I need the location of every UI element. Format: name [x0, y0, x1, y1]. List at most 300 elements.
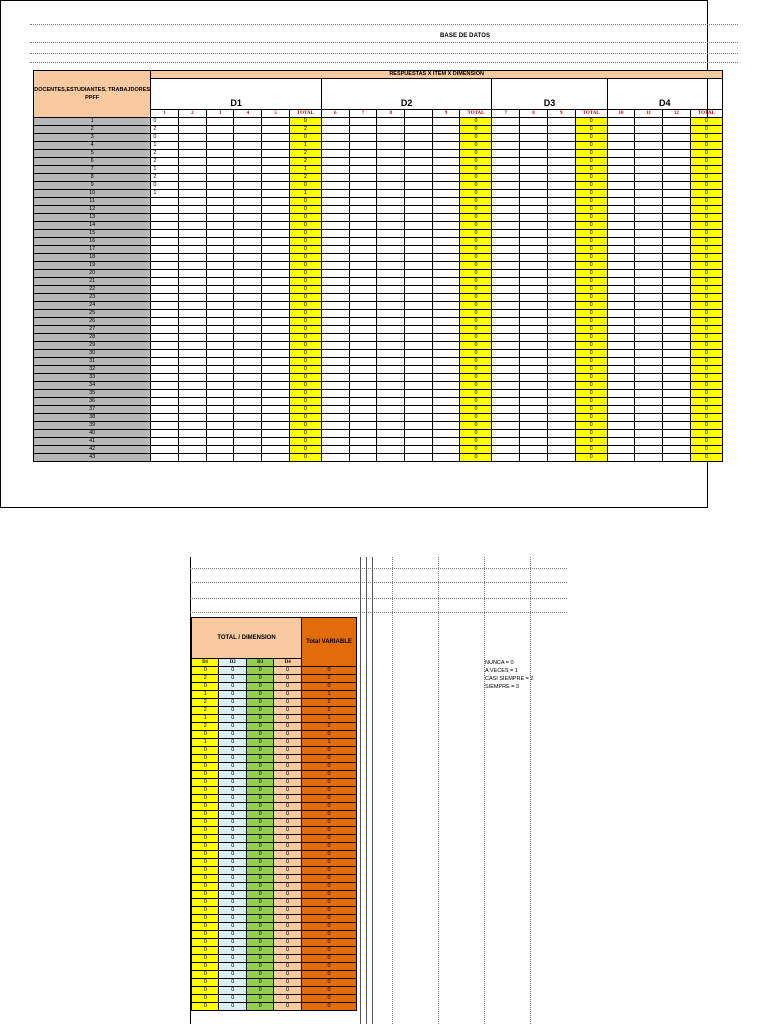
cell[interactable] — [547, 246, 575, 254]
total-cell[interactable]: 0 — [575, 118, 607, 126]
total-cell[interactable]: 0 — [460, 270, 492, 278]
cell[interactable] — [547, 382, 575, 390]
cell[interactable] — [179, 118, 207, 126]
cell[interactable] — [349, 414, 377, 422]
cell[interactable] — [635, 350, 663, 358]
total-cell[interactable]: 0 — [460, 454, 492, 462]
item-number[interactable]: 1 — [151, 110, 179, 118]
cell[interactable] — [206, 206, 234, 214]
cell[interactable] — [432, 382, 460, 390]
cell[interactable] — [405, 406, 433, 414]
cell[interactable] — [321, 310, 349, 318]
cell[interactable] — [405, 254, 433, 262]
total-variable-cell[interactable]: 2 — [301, 707, 356, 715]
cell[interactable] — [151, 382, 179, 390]
d2-cell[interactable]: 0 — [219, 819, 246, 827]
row-index[interactable]: 31 — [34, 358, 151, 366]
cell[interactable] — [492, 126, 520, 134]
cell[interactable] — [206, 118, 234, 126]
cell[interactable] — [179, 198, 207, 206]
total-variable-cell[interactable]: 0 — [301, 1003, 356, 1011]
total-cell[interactable]: 0 — [289, 286, 321, 294]
cell[interactable]: 1 — [151, 190, 179, 198]
d2-cell[interactable]: 0 — [219, 931, 246, 939]
cell[interactable] — [607, 414, 635, 422]
cell[interactable] — [321, 214, 349, 222]
d2-cell[interactable]: 0 — [219, 1003, 246, 1011]
cell[interactable] — [405, 270, 433, 278]
total-variable-cell[interactable]: 0 — [301, 867, 356, 875]
cell[interactable] — [432, 142, 460, 150]
d2-cell[interactable]: 0 — [219, 723, 246, 731]
total-cell[interactable]: 0 — [690, 118, 722, 126]
total-cell[interactable]: 0 — [460, 350, 492, 358]
cell[interactable] — [663, 198, 691, 206]
total-variable-cell[interactable]: 0 — [301, 923, 356, 931]
total-variable-cell[interactable]: 0 — [301, 987, 356, 995]
cell[interactable] — [377, 214, 405, 222]
cell[interactable] — [179, 414, 207, 422]
cell[interactable] — [663, 438, 691, 446]
cell[interactable] — [520, 246, 548, 254]
cell[interactable] — [520, 422, 548, 430]
cell[interactable] — [607, 214, 635, 222]
cell[interactable] — [663, 366, 691, 374]
cell[interactable] — [377, 350, 405, 358]
cell[interactable] — [349, 214, 377, 222]
cell[interactable] — [262, 310, 290, 318]
total-cell[interactable]: 0 — [289, 342, 321, 350]
cell[interactable] — [520, 398, 548, 406]
cell[interactable] — [377, 222, 405, 230]
cell[interactable] — [663, 182, 691, 190]
cell[interactable] — [405, 286, 433, 294]
total-cell[interactable]: 0 — [690, 414, 722, 422]
cell[interactable] — [607, 398, 635, 406]
d1-cell[interactable]: 0 — [192, 787, 219, 795]
total-cell[interactable]: 0 — [289, 198, 321, 206]
d2-cell[interactable]: 0 — [219, 963, 246, 971]
cell[interactable] — [607, 334, 635, 342]
item-number[interactable]: 8 — [377, 110, 405, 118]
cell[interactable] — [349, 126, 377, 134]
cell[interactable] — [377, 134, 405, 142]
row-index[interactable]: 28 — [34, 334, 151, 342]
cell[interactable] — [547, 198, 575, 206]
d4-cell[interactable]: 0 — [274, 779, 302, 787]
cell[interactable] — [520, 342, 548, 350]
cell[interactable] — [349, 166, 377, 174]
cell[interactable] — [405, 238, 433, 246]
total-variable-cell[interactable]: 0 — [301, 795, 356, 803]
cell[interactable] — [151, 326, 179, 334]
cell[interactable] — [151, 446, 179, 454]
d1-cell[interactable]: 0 — [192, 987, 219, 995]
total-header[interactable]: TOTAL — [460, 110, 492, 118]
cell[interactable] — [179, 230, 207, 238]
cell[interactable] — [405, 294, 433, 302]
total-variable-cell[interactable]: 0 — [301, 859, 356, 867]
cell[interactable] — [635, 390, 663, 398]
cell[interactable] — [377, 366, 405, 374]
cell[interactable] — [179, 422, 207, 430]
cell[interactable] — [179, 126, 207, 134]
cell[interactable] — [206, 342, 234, 350]
cell[interactable] — [321, 382, 349, 390]
total-cell[interactable]: 0 — [690, 254, 722, 262]
total-cell[interactable]: 0 — [460, 398, 492, 406]
d2-cell[interactable]: 0 — [219, 907, 246, 915]
cell[interactable] — [635, 294, 663, 302]
total-cell[interactable]: 0 — [460, 230, 492, 238]
cell[interactable] — [432, 246, 460, 254]
total-cell[interactable]: 1 — [289, 166, 321, 174]
cell[interactable] — [349, 294, 377, 302]
row-index[interactable]: 40 — [34, 430, 151, 438]
cell[interactable] — [663, 390, 691, 398]
cell[interactable] — [492, 238, 520, 246]
cell[interactable] — [179, 438, 207, 446]
d3-cell[interactable]: 0 — [246, 859, 273, 867]
d2-cell[interactable]: 0 — [219, 707, 246, 715]
cell[interactable] — [349, 254, 377, 262]
dimension-header[interactable]: D1 — [151, 79, 322, 110]
cell[interactable] — [547, 406, 575, 414]
total-cell[interactable]: 1 — [289, 190, 321, 198]
cell[interactable] — [234, 270, 262, 278]
cell[interactable] — [607, 198, 635, 206]
cell[interactable] — [179, 310, 207, 318]
d4-cell[interactable]: 0 — [274, 803, 302, 811]
cell[interactable] — [663, 422, 691, 430]
total-variable-cell[interactable]: 2 — [301, 699, 356, 707]
cell[interactable] — [349, 262, 377, 270]
total-cell[interactable]: 0 — [289, 214, 321, 222]
d1-cell[interactable]: 2 — [192, 699, 219, 707]
row-index[interactable]: 27 — [34, 326, 151, 334]
d4-cell[interactable]: 0 — [274, 1003, 302, 1011]
total-cell[interactable]: 0 — [690, 366, 722, 374]
cell[interactable] — [321, 126, 349, 134]
total-cell[interactable]: 0 — [460, 414, 492, 422]
cell[interactable] — [607, 366, 635, 374]
total-variable-cell[interactable]: 1 — [301, 739, 356, 747]
row-index[interactable]: 10 — [34, 190, 151, 198]
row-index[interactable]: 36 — [34, 398, 151, 406]
total-cell[interactable]: 0 — [690, 262, 722, 270]
total-variable-cell[interactable]: 0 — [301, 899, 356, 907]
cell[interactable] — [151, 246, 179, 254]
cell[interactable] — [206, 294, 234, 302]
cell[interactable] — [547, 270, 575, 278]
cell[interactable] — [151, 206, 179, 214]
d3-cell[interactable]: 0 — [246, 899, 273, 907]
cell[interactable] — [432, 446, 460, 454]
cell[interactable] — [321, 438, 349, 446]
d3-cell[interactable]: 0 — [246, 667, 273, 675]
cell[interactable] — [663, 326, 691, 334]
total-cell[interactable]: 0 — [690, 438, 722, 446]
cell[interactable] — [432, 206, 460, 214]
cell[interactable] — [262, 302, 290, 310]
total-cell[interactable]: 0 — [460, 342, 492, 350]
cell[interactable] — [349, 366, 377, 374]
cell[interactable] — [635, 326, 663, 334]
total-variable-cell[interactable]: 0 — [301, 731, 356, 739]
cell[interactable] — [151, 342, 179, 350]
cell[interactable] — [547, 422, 575, 430]
d1-cell[interactable]: 0 — [192, 859, 219, 867]
cell[interactable] — [179, 254, 207, 262]
item-number[interactable]: 3 — [206, 110, 234, 118]
cell[interactable] — [179, 454, 207, 462]
total-cell[interactable]: 0 — [460, 422, 492, 430]
cell[interactable] — [206, 246, 234, 254]
total-variable-cell[interactable]: 2 — [301, 723, 356, 731]
total-cell[interactable]: 0 — [289, 238, 321, 246]
cell[interactable] — [377, 126, 405, 134]
d1-cell[interactable]: 0 — [192, 835, 219, 843]
item-number[interactable]: 9 — [432, 110, 460, 118]
d3-cell[interactable]: 0 — [246, 851, 273, 859]
cell[interactable] — [206, 310, 234, 318]
cell[interactable] — [262, 134, 290, 142]
total-cell[interactable]: 0 — [690, 158, 722, 166]
row-index[interactable]: 8 — [34, 174, 151, 182]
cell[interactable] — [234, 294, 262, 302]
d3-cell[interactable]: 0 — [246, 819, 273, 827]
total-cell[interactable]: 0 — [460, 254, 492, 262]
row-index[interactable]: 41 — [34, 438, 151, 446]
row-index[interactable]: 9 — [34, 182, 151, 190]
total-cell[interactable]: 0 — [690, 294, 722, 302]
d4-cell[interactable]: 0 — [274, 795, 302, 803]
cell[interactable] — [179, 302, 207, 310]
cell[interactable] — [234, 358, 262, 366]
total-variable-cell[interactable]: 0 — [301, 931, 356, 939]
d3-cell[interactable]: 0 — [246, 715, 273, 723]
cell[interactable] — [520, 374, 548, 382]
d2-cell[interactable]: 0 — [219, 787, 246, 795]
cell[interactable] — [262, 246, 290, 254]
cell[interactable] — [520, 278, 548, 286]
d1-cell[interactable]: 0 — [192, 875, 219, 883]
cell[interactable] — [234, 406, 262, 414]
cell[interactable] — [206, 190, 234, 198]
total-cell[interactable]: 0 — [289, 134, 321, 142]
cell[interactable] — [377, 390, 405, 398]
cell[interactable] — [234, 446, 262, 454]
cell[interactable] — [520, 230, 548, 238]
total-cell[interactable]: 0 — [690, 310, 722, 318]
cell[interactable] — [635, 134, 663, 142]
d1-cell[interactable]: 0 — [192, 795, 219, 803]
cell[interactable] — [151, 430, 179, 438]
cell[interactable] — [151, 358, 179, 366]
d2-cell[interactable]: 0 — [219, 843, 246, 851]
cell[interactable] — [547, 438, 575, 446]
cell[interactable] — [607, 318, 635, 326]
cell[interactable] — [262, 438, 290, 446]
d1-cell[interactable]: 0 — [192, 939, 219, 947]
row-index[interactable]: 34 — [34, 382, 151, 390]
cell[interactable] — [234, 126, 262, 134]
cell[interactable] — [663, 206, 691, 214]
cell[interactable]: 1 — [151, 166, 179, 174]
total-cell[interactable]: 0 — [690, 390, 722, 398]
cell[interactable] — [432, 158, 460, 166]
total-variable-cell[interactable]: 0 — [301, 891, 356, 899]
row-index[interactable]: 1 — [34, 118, 151, 126]
cell[interactable] — [607, 174, 635, 182]
total-cell[interactable]: 2 — [289, 150, 321, 158]
cell[interactable] — [262, 350, 290, 358]
cell[interactable] — [321, 278, 349, 286]
d4-cell[interactable]: 0 — [274, 947, 302, 955]
cell[interactable] — [663, 262, 691, 270]
total-cell[interactable]: 0 — [460, 150, 492, 158]
cell[interactable] — [349, 382, 377, 390]
cell[interactable] — [492, 286, 520, 294]
total-cell[interactable]: 0 — [575, 230, 607, 238]
total-header[interactable]: TOTAL — [575, 110, 607, 118]
total-cell[interactable]: 0 — [460, 294, 492, 302]
cell[interactable] — [262, 430, 290, 438]
cell[interactable] — [607, 278, 635, 286]
cell[interactable] — [206, 382, 234, 390]
d3-cell[interactable]: 0 — [246, 915, 273, 923]
cell[interactable] — [663, 454, 691, 462]
cell[interactable] — [262, 334, 290, 342]
cell[interactable] — [492, 198, 520, 206]
d3-cell[interactable]: 0 — [246, 939, 273, 947]
total-cell[interactable]: 0 — [289, 390, 321, 398]
cell[interactable] — [151, 406, 179, 414]
cell[interactable] — [262, 454, 290, 462]
cell[interactable] — [663, 278, 691, 286]
cell[interactable] — [607, 246, 635, 254]
d1-cell[interactable]: 1 — [192, 739, 219, 747]
cell[interactable] — [492, 438, 520, 446]
cell[interactable] — [262, 262, 290, 270]
row-index[interactable]: 33 — [34, 374, 151, 382]
total-cell[interactable]: 0 — [575, 126, 607, 134]
d1-cell[interactable]: 0 — [192, 899, 219, 907]
item-number[interactable]: 9 — [547, 110, 575, 118]
cell[interactable] — [432, 270, 460, 278]
cell[interactable] — [547, 278, 575, 286]
total-cell[interactable]: 0 — [289, 430, 321, 438]
total-cell[interactable]: 0 — [690, 230, 722, 238]
cell[interactable] — [432, 438, 460, 446]
cell[interactable] — [377, 182, 405, 190]
cell[interactable] — [234, 318, 262, 326]
cell[interactable] — [635, 222, 663, 230]
cell[interactable] — [547, 118, 575, 126]
row-index[interactable]: 17 — [34, 246, 151, 254]
cell[interactable] — [321, 302, 349, 310]
total-cell[interactable]: 0 — [690, 382, 722, 390]
cell[interactable] — [206, 350, 234, 358]
cell[interactable] — [234, 158, 262, 166]
cell[interactable] — [635, 302, 663, 310]
cell[interactable] — [321, 150, 349, 158]
cell[interactable] — [635, 422, 663, 430]
row-index[interactable]: 5 — [34, 150, 151, 158]
total-variable-cell[interactable]: 0 — [301, 843, 356, 851]
d4-cell[interactable]: 0 — [274, 875, 302, 883]
item-number[interactable]: 12 — [663, 110, 691, 118]
cell[interactable] — [432, 190, 460, 198]
total-header[interactable]: TOTAL — [690, 110, 722, 118]
cell[interactable] — [547, 206, 575, 214]
total-cell[interactable]: 0 — [289, 222, 321, 230]
cell[interactable] — [607, 254, 635, 262]
cell[interactable]: 2 — [151, 150, 179, 158]
cell[interactable] — [349, 374, 377, 382]
cell[interactable] — [663, 318, 691, 326]
cell[interactable]: 2 — [151, 174, 179, 182]
cell[interactable] — [520, 310, 548, 318]
cell[interactable] — [492, 342, 520, 350]
cell[interactable] — [547, 398, 575, 406]
cell[interactable] — [234, 238, 262, 246]
cell[interactable] — [321, 134, 349, 142]
cell[interactable] — [321, 454, 349, 462]
item-number[interactable]: 6 — [321, 110, 349, 118]
d3-cell[interactable]: 0 — [246, 779, 273, 787]
d1-cell[interactable]: 0 — [192, 819, 219, 827]
cell[interactable] — [663, 126, 691, 134]
cell[interactable] — [492, 350, 520, 358]
cell[interactable] — [321, 174, 349, 182]
cell[interactable] — [206, 406, 234, 414]
cell[interactable] — [377, 358, 405, 366]
total-variable-cell[interactable]: 0 — [301, 667, 356, 675]
cell[interactable] — [262, 446, 290, 454]
cell[interactable] — [635, 278, 663, 286]
total-cell[interactable]: 0 — [575, 262, 607, 270]
total-cell[interactable]: 0 — [575, 318, 607, 326]
cell[interactable] — [520, 366, 548, 374]
cell[interactable] — [432, 350, 460, 358]
cell[interactable] — [607, 126, 635, 134]
d1-cell[interactable]: 0 — [192, 747, 219, 755]
cell[interactable] — [151, 286, 179, 294]
cell[interactable] — [234, 366, 262, 374]
cell[interactable] — [179, 390, 207, 398]
total-cell[interactable]: 0 — [690, 318, 722, 326]
cell[interactable] — [432, 390, 460, 398]
total-cell[interactable]: 0 — [460, 286, 492, 294]
cell[interactable] — [262, 294, 290, 302]
cell[interactable] — [607, 310, 635, 318]
cell[interactable] — [432, 238, 460, 246]
total-cell[interactable]: 0 — [575, 398, 607, 406]
d3-cell[interactable]: 0 — [246, 923, 273, 931]
cell[interactable] — [492, 278, 520, 286]
d2-cell[interactable]: 0 — [219, 955, 246, 963]
cell[interactable] — [179, 342, 207, 350]
total-variable-cell[interactable]: 0 — [301, 779, 356, 787]
cell[interactable] — [234, 230, 262, 238]
cell[interactable] — [432, 326, 460, 334]
total-cell[interactable]: 0 — [460, 446, 492, 454]
total-variable-cell[interactable]: 0 — [301, 683, 356, 691]
cell[interactable] — [432, 454, 460, 462]
cell[interactable] — [321, 158, 349, 166]
cell[interactable] — [377, 454, 405, 462]
